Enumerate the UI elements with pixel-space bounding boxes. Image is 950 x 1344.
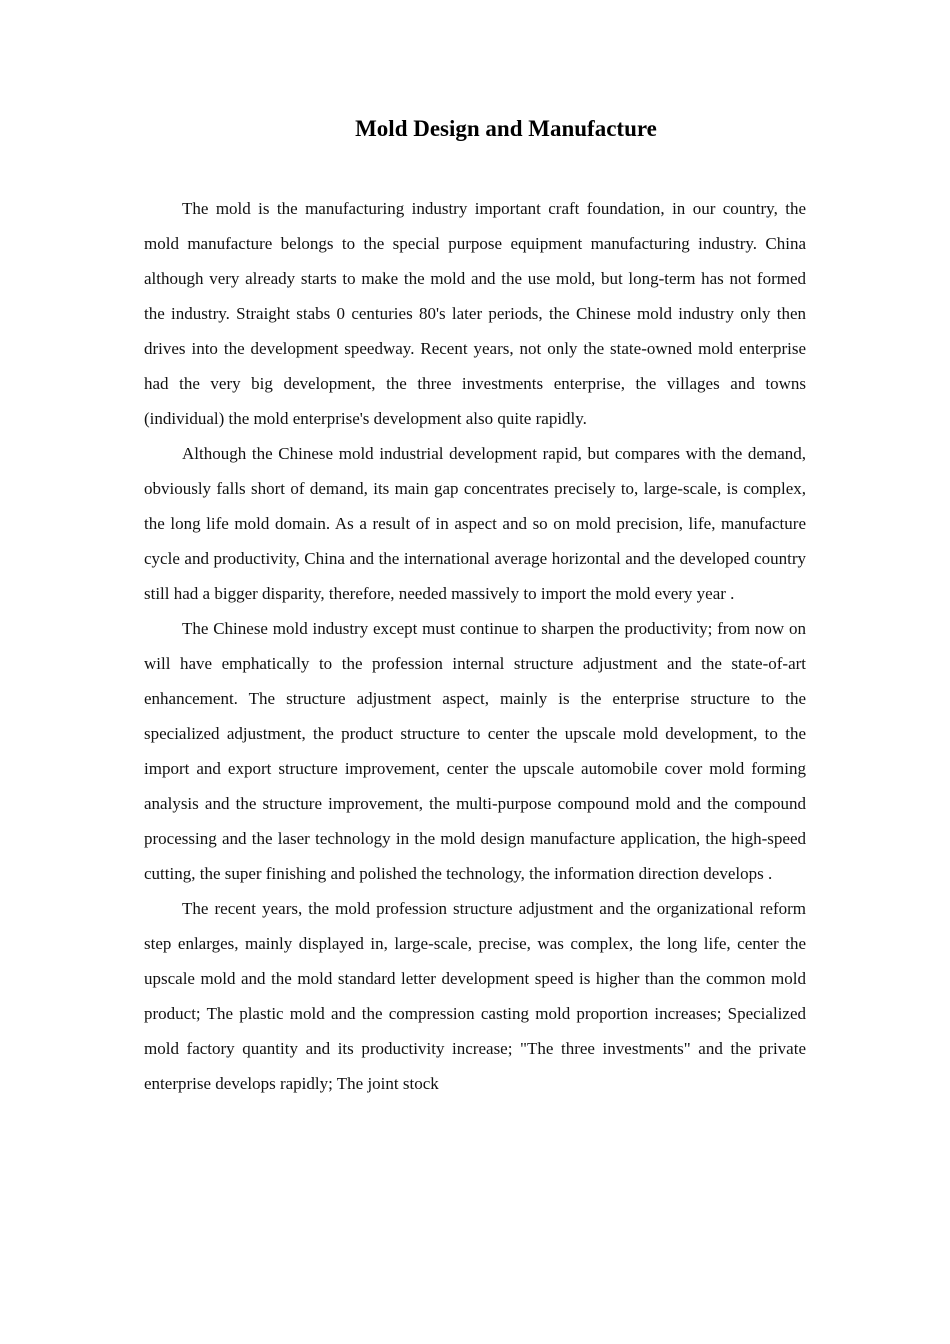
paragraph: The mold is the manufacturing industry important craft foundation, in our country, the mold manufacture belongs to the special purpose equipment manufacturing industry. China although very already starts to make the mold and the use mold, but long-term has not formed the industry. Straight stabs 0 centuries 80's later periods, the Chinese mold industry only then drives into the development speedway. Recent years, not only the state-owned mold enterprise had the very big development, the three investments enterprise, the villages and towns (individual) the mold enterprise's development also quite rapidly. xyxy=(144,199,806,428)
paragraph: The recent years, the mold profession structure adjustment and the organizational reform step enlarges, mainly displayed in, large-scale, precise, was complex, the long life, center the upscale mold and the mold standard letter development speed is higher than the common mold product; The plastic mold and the compression casting mold proportion increases; Specialized mold factory quantity and its productivity increase; "The three investments" and the private enterprise develops rapidly; The joint stock xyxy=(144,899,806,1093)
paragraph: Although the Chinese mold industrial development rapid, but compares with the demand, obviously falls short of demand, its main gap concentrates precisely to, large-scale, is complex, the long life mold domain. As a result of in aspect and so on mold precision, life, manufacture cycle and productivity, China and the international average horizontal and the developed country still had a bigger disparity, therefore, needed massively to import the mold every year . xyxy=(144,444,806,603)
document-title: Mold Design and Manufacture xyxy=(355,116,657,141)
document-body xyxy=(144,191,806,1101)
paragraph: The Chinese mold industry except must continue to sharpen the productivity; from now on will have emphatically to the profession internal structure adjustment and the state-of-art enhancement. The structure adjustment aspect, mainly is the enterprise structure to the specialized adjustment, the product structure to center the upscale mold development, to the import and export structure improvement, center the upscale automobile cover mold forming analysis and the structure improvement, the multi-purpose compound mold and the compound processing and the laser technology in the mold design manufacture application, the high-speed cutting, the super finishing and polished the technology, the information direction develops . xyxy=(144,619,806,883)
